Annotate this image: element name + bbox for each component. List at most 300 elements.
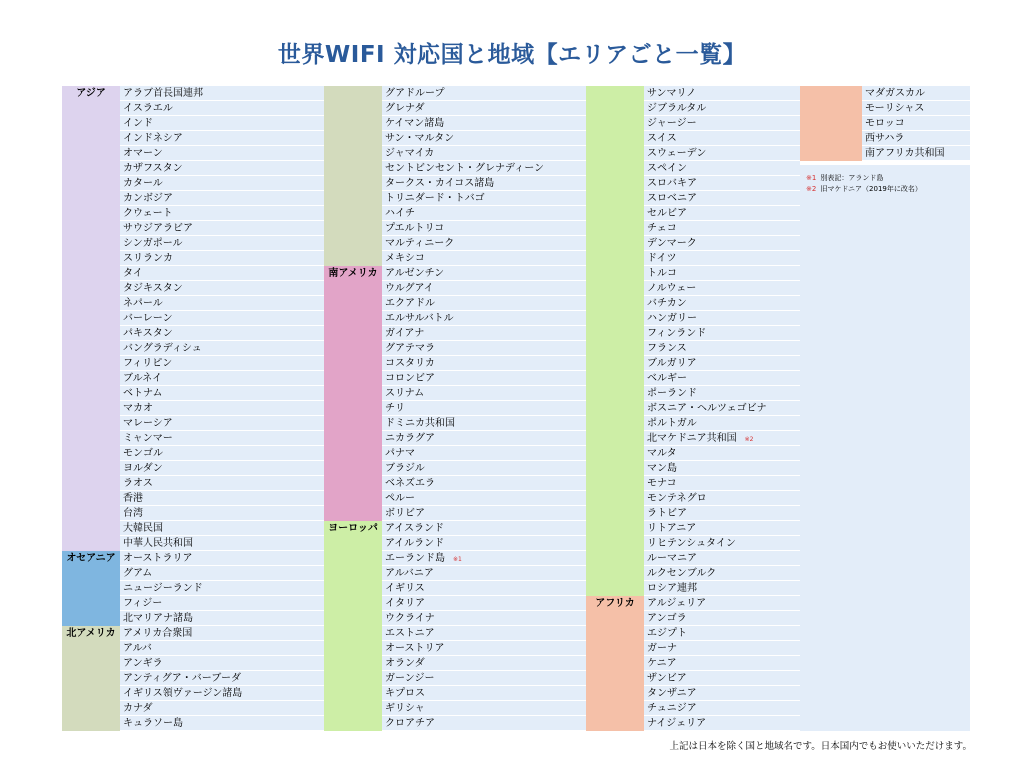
country-name: アメリカ合衆国	[123, 628, 193, 639]
country-name: ベネズエラ	[385, 478, 435, 489]
country-row	[120, 446, 324, 461]
country-name: アルバ	[123, 643, 152, 654]
country-name: エーランド島	[385, 553, 445, 564]
country-row	[382, 461, 586, 476]
country-name: ガイアナ	[385, 328, 425, 339]
country-name: アイスランド	[385, 523, 444, 534]
country-name: プエルトリコ	[385, 223, 445, 234]
region-label: 北アメリカ	[66, 628, 116, 639]
country-row	[644, 431, 800, 446]
country-row	[382, 626, 586, 641]
country-name: イギリス	[385, 583, 425, 594]
page-title: 世界WIFI 対応国と地域【エリアごと一覧】	[277, 42, 747, 68]
country-row	[382, 281, 586, 296]
region-label: アジア	[76, 88, 106, 99]
country-row	[644, 401, 800, 416]
region-band	[800, 86, 862, 161]
country-row	[382, 356, 586, 371]
country-name: ニュージーランド	[123, 583, 203, 594]
country-row	[382, 536, 586, 551]
country-name: モンゴル	[123, 448, 163, 459]
country-name: ジャージー	[647, 118, 697, 129]
country-row	[120, 191, 324, 206]
country-row	[120, 161, 324, 176]
country-name: ガーナ	[647, 643, 677, 654]
country-name: チリ	[385, 403, 405, 414]
country-name: チュニジア	[647, 703, 697, 714]
country-row	[862, 116, 970, 131]
country-name: ポルトガル	[647, 418, 697, 429]
country-row	[382, 641, 586, 656]
country-row	[120, 146, 324, 161]
country-name: マルタ	[647, 448, 677, 459]
country-name: カンボジア	[123, 193, 173, 204]
country-row	[120, 311, 324, 326]
country-row	[382, 311, 586, 326]
country-row	[644, 131, 800, 146]
country-name: コロンビア	[385, 373, 435, 384]
country-name: アルゼンチン	[385, 268, 445, 279]
country-name: ボリビア	[385, 508, 425, 519]
footnote-mark: ※1	[806, 174, 817, 182]
country-name: ウクライナ	[385, 613, 435, 624]
country-name: ギリシャ	[385, 703, 425, 714]
country-row	[382, 221, 586, 236]
country-name: 香港	[123, 493, 143, 504]
country-name: スリランカ	[123, 253, 173, 264]
country-row	[120, 611, 324, 626]
country-row	[120, 491, 324, 506]
country-name: マン島	[647, 463, 677, 474]
country-row	[644, 551, 800, 566]
country-name: タークス・カイコス諸島	[385, 178, 495, 189]
region-band	[324, 86, 382, 266]
country-name: ペルー	[385, 493, 415, 504]
footnote-text: 旧マケドニア（2019年に改名）	[820, 185, 922, 193]
country-row	[382, 416, 586, 431]
country-row	[382, 701, 586, 716]
country-row	[382, 716, 586, 731]
country-name: アンゴラ	[647, 613, 687, 624]
country-name: エクアドル	[385, 298, 435, 309]
country-name: タイ	[123, 268, 143, 279]
country-name: フィリピン	[123, 358, 173, 369]
country-row	[644, 386, 800, 401]
country-row	[644, 191, 800, 206]
country-row	[120, 206, 324, 221]
country-row	[644, 581, 800, 596]
country-row	[120, 581, 324, 596]
country-row	[382, 656, 586, 671]
country-row	[120, 176, 324, 191]
country-name: キュラソー島	[123, 718, 183, 729]
country-name: グアドループ	[385, 88, 445, 99]
footnote-mark: ※2	[806, 185, 817, 193]
country-row	[382, 206, 586, 221]
country-name: グレナダ	[385, 103, 425, 114]
country-name: ケイマン諸島	[385, 118, 445, 129]
country-name: 西サハラ	[865, 133, 905, 144]
country-name: オーストリア	[385, 643, 445, 654]
column-3	[586, 86, 800, 731]
country-name: ベトナム	[123, 388, 163, 399]
country-name: スイス	[647, 133, 677, 144]
country-row	[644, 266, 800, 281]
country-row	[120, 356, 324, 371]
column-2	[324, 86, 586, 731]
country-row	[644, 296, 800, 311]
country-row	[120, 551, 324, 566]
country-row	[382, 446, 586, 461]
country-row	[120, 221, 324, 236]
country-row	[644, 146, 800, 161]
country-name: 南アフリカ共和国	[865, 148, 945, 159]
footnote-mark: ※1	[453, 556, 462, 563]
country-name: ヨルダン	[123, 463, 163, 474]
country-name: アルジェリア	[647, 598, 707, 609]
country-list	[382, 86, 586, 731]
country-row	[382, 431, 586, 446]
country-row	[382, 296, 586, 311]
country-row	[644, 341, 800, 356]
country-row	[644, 626, 800, 641]
country-name: マダガスカル	[865, 88, 925, 99]
country-row	[644, 356, 800, 371]
country-row	[382, 326, 586, 341]
country-name: フィンランド	[647, 328, 707, 339]
country-name: カナダ	[123, 703, 153, 714]
country-name: インド	[123, 118, 153, 129]
country-name: バーレーン	[123, 313, 173, 324]
country-name: ラトビア	[647, 508, 687, 519]
country-name: モンテネグロ	[647, 493, 707, 504]
region-band	[62, 626, 120, 731]
country-name: リヒテンシュタイン	[647, 538, 736, 549]
country-name: ケニア	[647, 658, 677, 669]
country-row	[120, 701, 324, 716]
country-name: ラオス	[123, 478, 153, 489]
country-row	[120, 461, 324, 476]
country-row	[120, 326, 324, 341]
country-name: ドイツ	[647, 253, 677, 264]
country-name: フランス	[647, 343, 687, 354]
country-row	[644, 326, 800, 341]
country-row	[382, 236, 586, 251]
country-row	[382, 506, 586, 521]
footnote-mark: ※2	[744, 436, 754, 443]
country-name: スリナム	[385, 388, 425, 399]
country-row	[120, 716, 324, 731]
country-row	[382, 611, 586, 626]
country-row	[644, 506, 800, 521]
country-row	[382, 596, 586, 611]
country-name: ネパール	[123, 298, 163, 309]
country-row	[120, 416, 324, 431]
country-row	[644, 446, 800, 461]
region-label: アフリカ	[595, 598, 635, 609]
country-row	[644, 476, 800, 491]
country-name: 北マリアナ諸島	[123, 613, 193, 624]
country-row	[644, 611, 800, 626]
country-name: イタリア	[385, 598, 425, 609]
country-name: チェコ	[647, 223, 677, 234]
country-name: バチカン	[647, 298, 687, 309]
country-row	[120, 656, 324, 671]
country-name: マルティニーク	[385, 238, 455, 249]
country-name: グアテマラ	[385, 343, 435, 354]
country-row	[120, 281, 324, 296]
country-name: サウジアラビア	[123, 223, 193, 234]
country-row	[120, 641, 324, 656]
country-row	[120, 596, 324, 611]
country-row	[644, 566, 800, 581]
region-label: 南アメリカ	[328, 268, 378, 279]
country-row	[120, 431, 324, 446]
country-name: グアム	[123, 568, 153, 579]
country-row	[382, 686, 586, 701]
country-name: メキシコ	[385, 253, 425, 264]
country-name: クウェート	[123, 208, 173, 219]
country-name: バングラディシュ	[123, 343, 202, 354]
column-1	[62, 86, 324, 731]
country-row	[382, 341, 586, 356]
region-band	[586, 86, 644, 596]
country-row	[382, 566, 586, 581]
country-name: パキスタン	[123, 328, 173, 339]
country-row	[120, 476, 324, 491]
country-name: ノルウェー	[647, 283, 697, 294]
region-band	[324, 521, 382, 731]
country-name: マカオ	[123, 403, 153, 414]
country-row	[862, 146, 970, 161]
country-row	[644, 221, 800, 236]
country-row	[644, 686, 800, 701]
country-row	[382, 146, 586, 161]
country-row	[644, 161, 800, 176]
country-name: ハイチ	[385, 208, 415, 219]
country-row	[644, 311, 800, 326]
country-name: ポーランド	[647, 388, 697, 399]
country-name: 中華人民共和国	[123, 538, 193, 549]
country-name: ベルギー	[647, 373, 687, 384]
region-band	[62, 86, 120, 551]
country-row	[120, 566, 324, 581]
country-row	[120, 521, 324, 536]
country-row	[644, 656, 800, 671]
country-name: インドネシア	[123, 133, 183, 144]
country-name: マレーシア	[123, 418, 173, 429]
country-name: オーストラリア	[123, 553, 193, 564]
country-row	[382, 491, 586, 506]
country-row	[644, 416, 800, 431]
country-name: ドミニカ共和国	[385, 418, 455, 429]
country-row	[382, 476, 586, 491]
country-row	[120, 686, 324, 701]
country-row	[120, 266, 324, 281]
country-list	[120, 86, 324, 731]
country-row	[120, 296, 324, 311]
country-name: アイルランド	[385, 538, 445, 549]
country-table	[62, 86, 970, 731]
region-band	[324, 266, 382, 521]
region-label: オセアニア	[66, 553, 116, 564]
country-name: フィジー	[123, 598, 163, 609]
country-row	[382, 101, 586, 116]
country-name: アンティグア・バーブーダ	[123, 673, 241, 684]
country-row	[120, 131, 324, 146]
country-name: エルサルバトル	[385, 313, 454, 324]
country-list	[862, 86, 970, 161]
country-row	[382, 86, 586, 101]
country-name: ハンガリー	[647, 313, 697, 324]
country-row	[120, 506, 324, 521]
country-row	[644, 206, 800, 221]
country-row	[644, 86, 800, 101]
country-row	[644, 671, 800, 686]
country-name: モロッコ	[865, 118, 905, 129]
country-row	[382, 521, 586, 536]
country-row	[644, 491, 800, 506]
country-name: ナイジェリア	[647, 718, 707, 729]
country-name: モーリシャス	[865, 103, 925, 114]
country-row	[382, 386, 586, 401]
country-row	[644, 701, 800, 716]
country-row	[382, 131, 586, 146]
footnotes	[806, 173, 922, 195]
country-name: セルビア	[647, 208, 687, 219]
country-row	[862, 101, 970, 116]
country-name: ブルガリア	[647, 358, 697, 369]
country-row	[120, 251, 324, 266]
country-row	[862, 86, 970, 101]
country-name: ボスニア・ヘルツェゴビナ	[647, 403, 767, 414]
country-row	[644, 596, 800, 611]
country-name: ロシア連邦	[647, 583, 697, 594]
country-name: エジプト	[647, 628, 687, 639]
country-name: スペイン	[647, 163, 687, 174]
country-row	[644, 101, 800, 116]
country-row	[644, 521, 800, 536]
region-label: ヨーロッパ	[328, 523, 378, 534]
country-name: ルクセンブルク	[647, 568, 717, 579]
country-name: 台湾	[123, 508, 143, 519]
country-name: オマーン	[123, 148, 163, 159]
country-row	[120, 401, 324, 416]
country-row	[120, 101, 324, 116]
country-row	[120, 386, 324, 401]
country-name: アンギラ	[123, 658, 163, 669]
country-name: カタール	[123, 178, 163, 189]
country-name: デンマーク	[647, 238, 697, 249]
footnote-text: 別表記：アランド島	[820, 174, 884, 182]
country-row	[644, 536, 800, 551]
country-row	[120, 341, 324, 356]
country-row	[382, 551, 586, 566]
country-name: ガーンジー	[385, 673, 435, 684]
country-row	[120, 626, 324, 641]
country-name: ブルネイ	[123, 373, 163, 384]
country-name: 大韓民国	[123, 523, 163, 534]
country-row	[382, 266, 586, 281]
column-4	[800, 86, 970, 731]
country-row	[120, 671, 324, 686]
country-row	[644, 461, 800, 476]
country-list	[644, 86, 800, 731]
country-name: スロベニア	[647, 193, 697, 204]
notes-area	[800, 165, 970, 731]
country-row	[382, 191, 586, 206]
country-name: モナコ	[647, 478, 677, 489]
country-name: イギリス領ヴァージン諸島	[123, 688, 243, 699]
country-row	[644, 281, 800, 296]
country-row	[120, 536, 324, 551]
country-name: アルバニア	[385, 568, 434, 579]
country-name: コスタリカ	[385, 358, 435, 369]
country-name: パナマ	[385, 448, 415, 459]
country-name: ミャンマー	[123, 433, 173, 444]
country-name: イスラエル	[123, 103, 173, 114]
footnote-line	[806, 173, 922, 184]
country-name: ジブラルタル	[647, 103, 707, 114]
country-row	[382, 161, 586, 176]
country-row	[382, 671, 586, 686]
country-row	[644, 251, 800, 266]
region-band	[586, 596, 644, 731]
country-row	[382, 401, 586, 416]
country-row	[382, 251, 586, 266]
country-row	[382, 116, 586, 131]
country-name: クロアチア	[385, 718, 435, 729]
country-name: キプロス	[385, 688, 425, 699]
country-name: トルコ	[647, 268, 677, 279]
country-row	[382, 581, 586, 596]
country-name: エストニア	[385, 628, 435, 639]
country-row	[644, 371, 800, 386]
country-name: 北マケドニア共和国	[647, 433, 737, 444]
country-name: ウルグアイ	[385, 283, 434, 294]
country-row	[382, 371, 586, 386]
country-name: オランダ	[385, 658, 425, 669]
country-row	[382, 176, 586, 191]
country-name: トリニダード・トバゴ	[385, 193, 485, 204]
country-row	[120, 371, 324, 386]
country-row	[644, 716, 800, 731]
country-name: スロバキア	[647, 178, 697, 189]
country-row	[120, 116, 324, 131]
country-row	[644, 176, 800, 191]
footer-note: 上記は日本を除く国と地域名です。日本国内でもお使いいただけます。	[669, 741, 972, 752]
country-name: タンザニア	[647, 688, 697, 699]
footnote-line	[806, 184, 922, 195]
country-name: サン・マルタン	[385, 133, 455, 144]
country-name: ニカラグア	[385, 433, 435, 444]
country-name: タジキスタン	[123, 283, 183, 294]
country-row	[644, 116, 800, 131]
country-name: ブラジル	[385, 463, 425, 474]
country-name: ジャマイカ	[385, 148, 435, 159]
country-name: サンマリノ	[647, 88, 697, 99]
country-name: カザフスタン	[123, 163, 183, 174]
country-row	[120, 86, 324, 101]
country-name: アラブ首長国連邦	[123, 88, 203, 99]
country-row	[862, 131, 970, 146]
country-name: スウェーデン	[647, 148, 707, 159]
country-name: リトアニア	[647, 523, 697, 534]
country-name: ザンビア	[647, 673, 687, 684]
country-name: ルーマニア	[647, 553, 697, 564]
country-row	[644, 236, 800, 251]
country-row	[644, 641, 800, 656]
